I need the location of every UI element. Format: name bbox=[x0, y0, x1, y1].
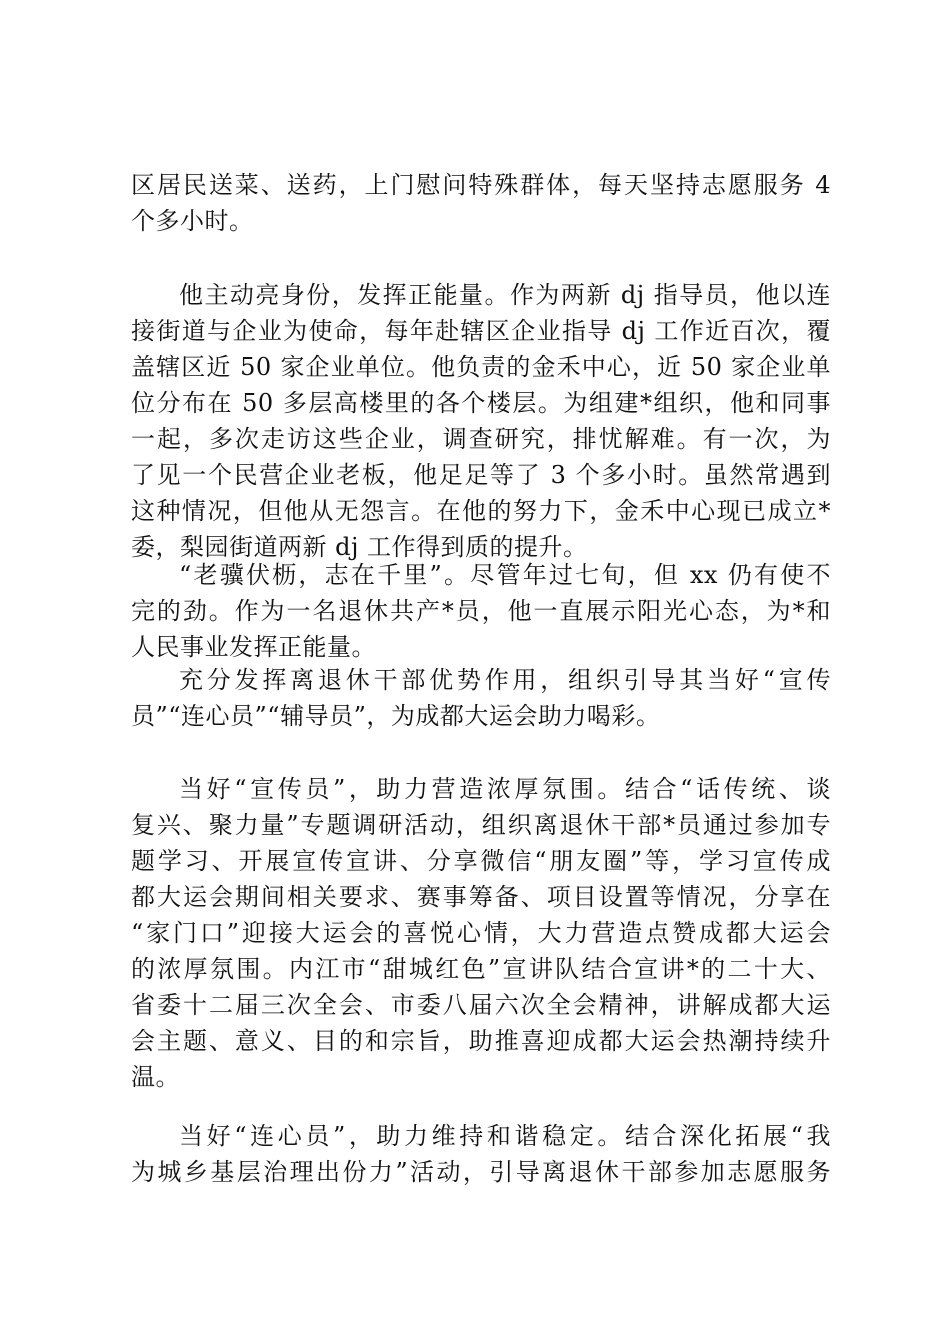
text-line: 一起，多次走访这些企业，调查研究，排忧解难。有一次，为 bbox=[131, 425, 831, 453]
text-line: 他主动亮身份，发挥正能量。作为两新 dj 指导员，他以连 bbox=[179, 281, 831, 309]
text-line: 都大运会期间相关要求、赛事筹备、项目设置等情况，分享在 bbox=[131, 883, 831, 911]
text-line: 区居民送菜、送药，上门慰问特殊群体，每天坚持志愿服务 4 bbox=[131, 171, 831, 199]
text-line: 温。 bbox=[131, 1063, 180, 1091]
text-line: “家门口”迎接大运会的喜悦心情，大力营造点赞成都大运会 bbox=[131, 919, 831, 947]
text-line: 位分布在 50 多层高楼里的各个楼层。为组建*组织，他和同事 bbox=[131, 389, 831, 417]
text-line: 完的劲。作为一名退休共产*员，他一直展示阳光心态，为*和 bbox=[131, 597, 831, 625]
text-line: 会主题、意义、目的和宗旨，助推喜迎成都大运会热潮持续升 bbox=[131, 1027, 831, 1055]
text-line: 省委十二届三次全会、市委八届六次全会精神，讲解成都大运 bbox=[131, 991, 831, 1019]
text-line: 当好“连心员”，助力维持和谐稳定。结合深化拓展“我 bbox=[179, 1122, 831, 1150]
paragraph bbox=[131, 167, 831, 239]
text-line: 员”“连心员”“辅导员”，为成都大运会助力喝彩。 bbox=[131, 702, 661, 730]
paragraph bbox=[131, 771, 831, 1095]
text-line: 盖辖区近 50 家企业单位。他负责的金禾中心，近 50 家企业单 bbox=[131, 353, 831, 381]
text-line: 人民事业发挥正能量。 bbox=[131, 633, 376, 661]
text-line: 的浓厚氛围。内江市“甜城红色”宣讲队结合宣讲*的二十大、 bbox=[131, 955, 831, 983]
text-line: 当好“宣传员”，助力营造浓厚氛围。结合“话传统、谈 bbox=[179, 775, 831, 803]
text-line: 委，梨园街道两新 dj 工作得到质的提升。 bbox=[131, 533, 588, 561]
text-line: 复兴、聚力量”专题调研活动，组织离退休干部*员通过参加专 bbox=[131, 811, 831, 839]
text-line: 个多小时。 bbox=[131, 207, 254, 235]
text-line: 了见一个民营企业老板，他足足等了 3 个多小时。虽然常遇到 bbox=[131, 461, 831, 489]
text-line: “老骥伏枥，志在千里”。尽管年过七旬，但 xx 仍有使不 bbox=[179, 561, 831, 589]
text-line: 接街道与企业为使命，每年赴辖区企业指导 dj 工作近百次，覆 bbox=[131, 317, 831, 345]
text-line: 充分发挥离退休干部优势作用，组织引导其当好“宣传 bbox=[179, 666, 831, 694]
paragraph bbox=[131, 277, 831, 565]
paragraph bbox=[131, 662, 831, 734]
text-line: 这种情况，但他从无怨言。在他的努力下，金禾中心现已成立* bbox=[131, 497, 831, 525]
paragraph bbox=[131, 557, 831, 665]
text-line: 题学习、开展宣传宣讲、分享微信“朋友圈”等，学习宣传成 bbox=[131, 847, 831, 875]
paragraph bbox=[131, 1118, 831, 1190]
text-line: 为城乡基层治理出份力”活动，引导离退休干部参加志愿服务 bbox=[131, 1158, 831, 1186]
